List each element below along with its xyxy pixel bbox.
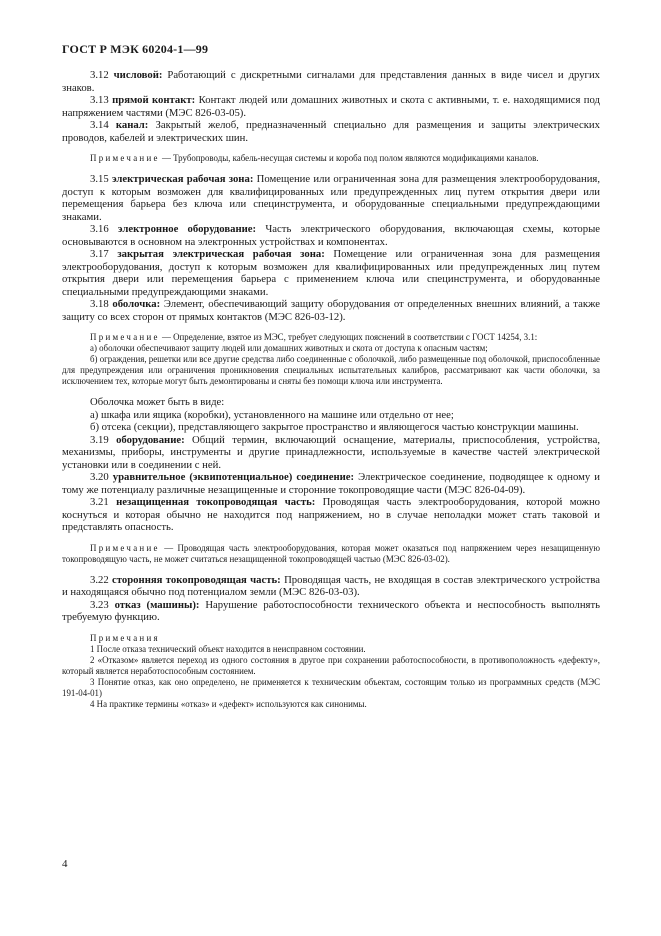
term-3-21-text: Проводящая часть электрооборудования, которой можно коснуться и которая обычно не находится под напряжением, но в случае неполадки может стать таковой и представлять опасность. [62, 496, 601, 533]
term-3-23-text: Нарушение работоспособности технического объекта и неспособность выполнять требуемую функцию. [62, 598, 600, 623]
term-3-12-text: Работающий с дискретными сигналами для представления данных в виде чисел и других знаков. [62, 69, 601, 94]
term-3-16: 3.16 электронное оборудование: Часть электрического оборудования, включающая схемы, которые основываются в основном на электронных устройствах и компонентах. [62, 223, 600, 248]
term-3-19: 3.19 оборудование: Общий термин, включающий оснащение, материалы, приспособления, устройства, механизмы, приборы, инструменты и другие принадлежности, используемые в качестве частей электрической установки или в соединении с ней. [62, 433, 600, 471]
term-3-21-name: незащищенная токопроводящая часть: [116, 496, 316, 508]
term-3-14: 3.14 канал: Закрытый желоб, предназначенный специально для размещения и защиты электрических проводов, кабелей и электрических шин. [62, 119, 600, 144]
term-3-15-name: электрическая рабочая зона: [111, 173, 254, 185]
term-3-22: 3.22 сторонняя токопроводящая часть: Проводящая часть, не входящая в состав электрического устройства и находящаяся обычно под потенциалом земли (МЭС 826-03-03). [62, 573, 600, 598]
shell-item-b: б) отсека (секции), представляющего закрытое пространство и являющегося частью конструкции машины. [90, 421, 579, 433]
note-enclosure-a: а) оболочки обеспечивают защиту людей или домашних животных и скота от доступа к опасным частям; [90, 343, 488, 353]
term-3-19-text: Общий термин, включающий оснащение, материалы, приспособления, устройства, механизмы, приборы, инструменты и другие принадлежности, используемые в качестве частей электрической установки или в соединении с ней. [62, 433, 600, 471]
term-3-22-text: Проводящая часть, не входящая в состав электрического устройства и находящаяся обычно под потенциалом земли (МЭС 826-03-03). [62, 573, 600, 598]
note-enclosure-b: б) ограждения, решетки или все другие средства либо соединенные с оболочкой, либо размещенные под оболочкой, приспособленные для предупреждения или ограничения проникновения специальных испытательных калибров, рассматривают как части оболочки, за исключением тех, которые могут быть демонтированы и сняты без помощи ключа или инструмента. [62, 354, 600, 386]
term-3-16-text: Часть электрического оборудования, включающая схемы, которые основываются в основном на электронных устройствах и компонентах. [62, 223, 600, 248]
term-3-16-name: электронное оборудование: [117, 223, 257, 235]
page-number: 4 [62, 858, 68, 870]
note-enclosure [62, 332, 600, 343]
note-item-1: 1 После отказа технический объект находится в неисправном состоянии. [90, 643, 366, 654]
term-3-15-text: Помещение или ограниченная зона для размещения электрооборудования, доступ к которым возможен для квалифицированных или предупрежденных лиц путем открытия двери или перемещения барьера без ключа или специнструмента, и оборудованные специальными предупреждающими знаками. [62, 173, 600, 223]
term-3-21: 3.21 незащищенная токопроводящая часть: Проводящая часть электрооборудования, которой можно коснуться и которая обычно не находится под напряжением, но в случае неполадки может стать таковой и представлять опасность. [62, 496, 601, 533]
note-text: — Проводящая часть электрооборудования, которая может оказаться под напряжением через незащищенную токопроводящую часть, не может считаться незащищенной токопроводящей частью (МЭС 826-03-02). [62, 542, 600, 564]
term-3-12: 3.12 числовой: Работающий с дискретными сигналами для представления данных в виде чисел и других знаков. [62, 69, 601, 94]
term-3-18-name: оболочка: [112, 298, 161, 310]
term-3-22-name: сторонняя токопроводящая часть: [112, 573, 281, 586]
term-3-13-text: Контакт людей или домашних животных и скота с активными, т. е. находящимися под напряжением частями (МЭС 826-03-05). [62, 94, 600, 119]
term-3-18: 3.18 оболочка: Элемент, обеспечивающий защиту оборудования от определенных внешних влияний, а также защиту со всех сторон от прямых контактов (МЭС 826-03-12). [62, 298, 600, 323]
term-3-12-name: числовой: [113, 69, 163, 81]
document-header: ГОСТ Р МЭК 60204-1—99 [62, 42, 209, 56]
term-3-23-name: отказ (машины): [114, 598, 200, 611]
note-label: Примечание [90, 542, 160, 553]
note-text: — Определение, взятое из МЭС, требует следующих пояснений в соответствии с ГОСТ 14254, 3.1: [159, 332, 538, 342]
note-item-3: 3 Понятие отказ, как оно определено, не применяется к техническим объектам, состоящим только из программных средств (МЭС 191-04-01) [62, 676, 600, 698]
term-3-13: 3.13 прямой контакт: Контакт людей или домашних животных и скота с активными, т. е. находящимися под напряжением частями (МЭС 826-03-05). [62, 94, 600, 119]
term-3-14-text: Закрытый желоб, предназначенный специально для размещения и защиты электрических проводов, кабелей и электрических шин. [62, 119, 600, 144]
term-3-15: 3.15 электрическая рабочая зона: Помещение или ограниченная зона для размещения электрооборудования, доступ к которым возможен для квалифицированных или предупрежденных лиц путем открытия двери или перемещения барьера без ключа или специнструмента, и оборудованные специальными предупреждающими знаками. [62, 173, 600, 223]
note-channels [62, 153, 600, 164]
note-label: Примечание [90, 332, 160, 342]
term-3-17-name: закрытая электрическая рабочая зона: [117, 248, 325, 260]
term-3-20-name: уравнительное (эквипотенциальное) соединение: [112, 471, 355, 483]
note-text: — Трубопроводы, кабель-несущая системы и короба под полом являются модификациями каналов. [159, 153, 539, 163]
term-3-13-name: прямой контакт: [112, 94, 196, 106]
term-3-18-text: Элемент, обеспечивающий защиту оборудования от определенных внешних влияний, а также защиту со всех сторон от прямых контактов (МЭС 826-03-12). [62, 298, 600, 323]
note-label: Примечание [90, 153, 160, 163]
term-3-20-text: Электрическое соединение, подводящее к одному и тому же потенциалу различные незащищенные и сторонние токопроводящие части (МЭС 826-04-09). [62, 471, 600, 496]
shell-intro: Оболочка может быть в виде: [90, 396, 225, 408]
note-item-2: 2 «Отказом» является переход из одного состояния в другое при сохранении работоспособности, в противоположность «дефекту», который является неработоспособным состоянием. [62, 654, 600, 676]
page-content [62, 69, 600, 710]
term-3-17: 3.17 закрытая электрическая рабочая зона: Помещение или ограниченная зона для размещения электрооборудования, доступ к которым возможен для квалифицированных или предупрежденных лиц путем открытия двери или перемещения барьера с применением ключа или специнструмента, и оборудованные специальными предупреждающими знаками. [62, 248, 600, 298]
shell-item-a: а) шкафа или ящика (коробки), установленного на машине или отдельно от нее; [90, 408, 454, 421]
term-3-19-name: оборудование: [116, 433, 185, 446]
term-3-23: 3.23 отказ (машины): Нарушение работоспособности технического объекта и неспособность выполнять требуемую функцию. [62, 598, 600, 623]
notes-label: Примечания [90, 632, 160, 643]
note-item-4: 4 На практике термины «отказ» и «дефект» используются как синонимы. [90, 698, 367, 709]
term-3-14-name: канал: [115, 119, 149, 131]
term-3-20: 3.20 уравнительное (эквипотенциальное) соединение: Электрическое соединение, подводящее к одному и тому же потенциалу различные незащищенные и сторонние токопроводящие части (МЭС 826-04-09). [62, 471, 600, 496]
note-exposed-part [62, 543, 600, 565]
term-3-17-text: Помещение или ограниченная зона для размещения электрооборудования, доступ к которым возможен для квалифицированных или предупрежденных лиц путем открытия двери или перемещения барьера с применением ключа или специнструмента, и оборудованные специальными предупреждающими знаками. [62, 248, 600, 298]
